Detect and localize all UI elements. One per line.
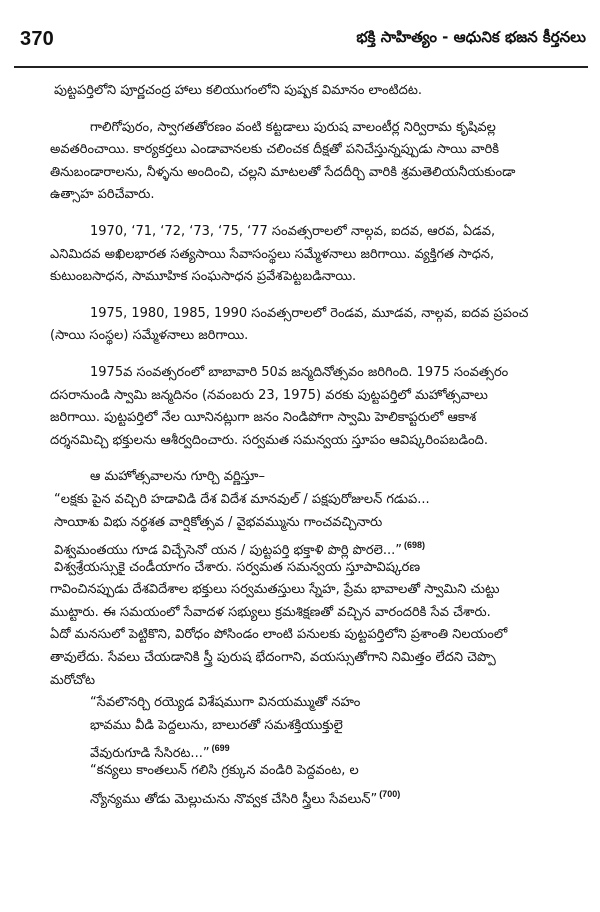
verse-line <box>54 783 586 806</box>
page-number: 370 <box>20 28 54 50</box>
paragraph <box>50 117 586 207</box>
text-line: 1975వ సంవత్సరంలో బాబావారి 50వ జన్మదినోత్సవం జరిగింది. 1975 సంవత్సరం <box>90 364 509 380</box>
text-line: ఉత్సాహ పరిచేవారు. <box>50 187 155 203</box>
verse-text: విశ్వమంతయు గూడ విచ్చేసెనో యన / పుట్టపర్తి భక్తాళి పొర్లి పొరలె...” <box>54 543 402 559</box>
text-line: ఎనిమిదవ అఖిలభారత సత్యసాయి సేవాసంస్థలు సమ్మేళనాలు జరిగాయి. వ్యక్తిగత సాధన, <box>50 246 495 262</box>
paragraph-gap <box>54 103 586 117</box>
page-body <box>50 80 586 807</box>
paragraph <box>50 557 586 693</box>
text-line: తావులేదు. సేవలు చేయడానికి స్త్రీ పురుష భేదంగాని, వయస్సుతోగాని నిమిత్తం లేదని చెప్పొ <box>50 650 496 666</box>
paragraph <box>50 303 586 348</box>
text-line: దర్శనమిచ్చి భక్తులను ఆశీర్వదించారు. సర్వమత సమన్వయ స్తూపం ఆవిష్కరింపబడింది. <box>50 432 488 448</box>
text-line: గావించినప్పుడు దేశవిదేశాల భక్తులు సర్వమతస్తులు స్నేహ, ప్రేమ భావాలతో స్వామిని చుట్టు <box>50 582 500 598</box>
verse-text: న్యోన్యము తోడు మెల్లుచును నొవ్వక చేసిరి స్త్రీలు సేవలున్” <box>90 791 378 807</box>
verse-line: “లక్షకు పైన వచ్చిరి హడావిడి దేశ విదేశ మానవుల్ / పక్షపురోజులన్ గడుప... <box>54 491 430 507</box>
text-line: (సాయి సంస్థల) సమ్మేళనాలు జరిగాయి. <box>50 328 249 344</box>
text-line: కుటుంబసాధన, సామూహిక సంఘసాధన ప్రవేశపెట్టబడినాయి. <box>50 269 357 285</box>
text-line: తినుబండారాలను, నీళ్ళను అందించి, చల్లని మాటలతో సేదదీర్చి వారికి శ్రమతెలియనీయకుండా <box>50 164 516 180</box>
text-line: అవతరించాయి. కార్యకర్తలు ఎండావానలకు చలించక దీక్షతో పనిచేస్తున్నప్పుడు సాయి వారికి <box>50 142 500 158</box>
paragraph <box>54 466 586 489</box>
verse-text: వేవురుగూడి సేసిరట...” <box>90 746 210 762</box>
text-line: గాలిగోపురం, స్వాగతతోరణం వంటి కట్టడాలు పురుష వాలంటీర్ల నిర్విరామ కృషివల్ల <box>90 119 496 135</box>
paragraph-gap <box>54 452 586 466</box>
verse-line <box>54 534 586 557</box>
running-title: భక్తి సాహిత్యం - ఆధునిక భజన కీర్తనలు <box>356 28 586 46</box>
paragraph-gap <box>54 207 586 221</box>
verse-quote <box>54 760 586 805</box>
text-line: 1970, ‘71, ‘72, ‘73, ‘75, ‘77 సంవత్సరాలలో నాల్గవ, ఐదవ, ఆరవ, ఏడవ, <box>90 223 496 239</box>
paragraph-gap <box>54 289 586 303</box>
verse-line: “కన్యలు కాంతలున్ గలిసి గ్రక్కున వండిరి పెద్దవంట, ల <box>90 763 359 779</box>
paragraph-gap <box>54 348 586 362</box>
text-line: విశ్వశ్రేయస్సుకై చండీయాగం చేశారు. సర్వమత సమన్వయ స్తూపావిష్కరణ <box>54 559 421 575</box>
footnote-ref: (700) <box>379 788 401 799</box>
verse-line: సాయిాశు విభు నర్థశత వార్షికోత్సవ / వైభవమ్మును గాంచవచ్చినారు <box>54 514 383 530</box>
text-line: ఆ మహోత్సవాలను గూర్చి వర్ణిస్తూ– <box>90 469 265 485</box>
verse-line <box>54 737 586 760</box>
paragraph <box>54 80 586 103</box>
verse-quote <box>54 692 586 760</box>
verse-line: “సేవలొనర్చి రయ్యెడ విశేషముగా వినయమ్ముతో నహం <box>90 695 361 711</box>
text-line: ఏదో మనసులో పెట్టికొని, విరోధం పోసిండం లాంటి పనులకు పుట్టపర్తిలోని ప్రశాంతి నిలయంలో <box>50 627 508 643</box>
text-line: దసరానుండి స్వామి జన్మదినం (నవంబరు 23, 1975) వరకు పుట్టపర్తిలో మహోత్సవాలు <box>50 387 488 403</box>
footnote-ref: (699 <box>211 743 230 754</box>
text-line: 1975, 1980, 1985, 1990 సంవత్సరాలలో రెండవ, మూడవ, నాల్గవ, ఐదవ ప్రపంచ <box>90 305 529 321</box>
text-line: జరిగాయి. పుట్టపర్తిలో నేల యీనినట్లుగా జనం నిండిపోగా స్వామి హెలికాప్టరులో ఆకాశ <box>50 410 477 426</box>
text-line: ముట్టారు. ఈ సమయంలో సేవాదళ సభ్యులు క్రమశిక్షణతో వచ్చిన వారందరికి సేవ చేశారు. <box>50 604 491 620</box>
text-line: మరోచోట <box>50 672 96 688</box>
verse-line: భావము వీడి పెద్దలును, బాలురతో సమశక్తియుక్తులై <box>90 717 343 733</box>
verse-quote <box>54 489 586 557</box>
paragraph <box>50 221 586 289</box>
text-line: పుట్టపర్తిలోని పూర్ణచంద్ర హాలు కలియుగంలోని పుష్పక విమానం లాంటిదట. <box>54 83 422 98</box>
page-header <box>14 28 588 62</box>
paragraph <box>50 362 586 452</box>
footnote-ref: (698) <box>403 540 425 551</box>
header-rule <box>14 66 588 68</box>
